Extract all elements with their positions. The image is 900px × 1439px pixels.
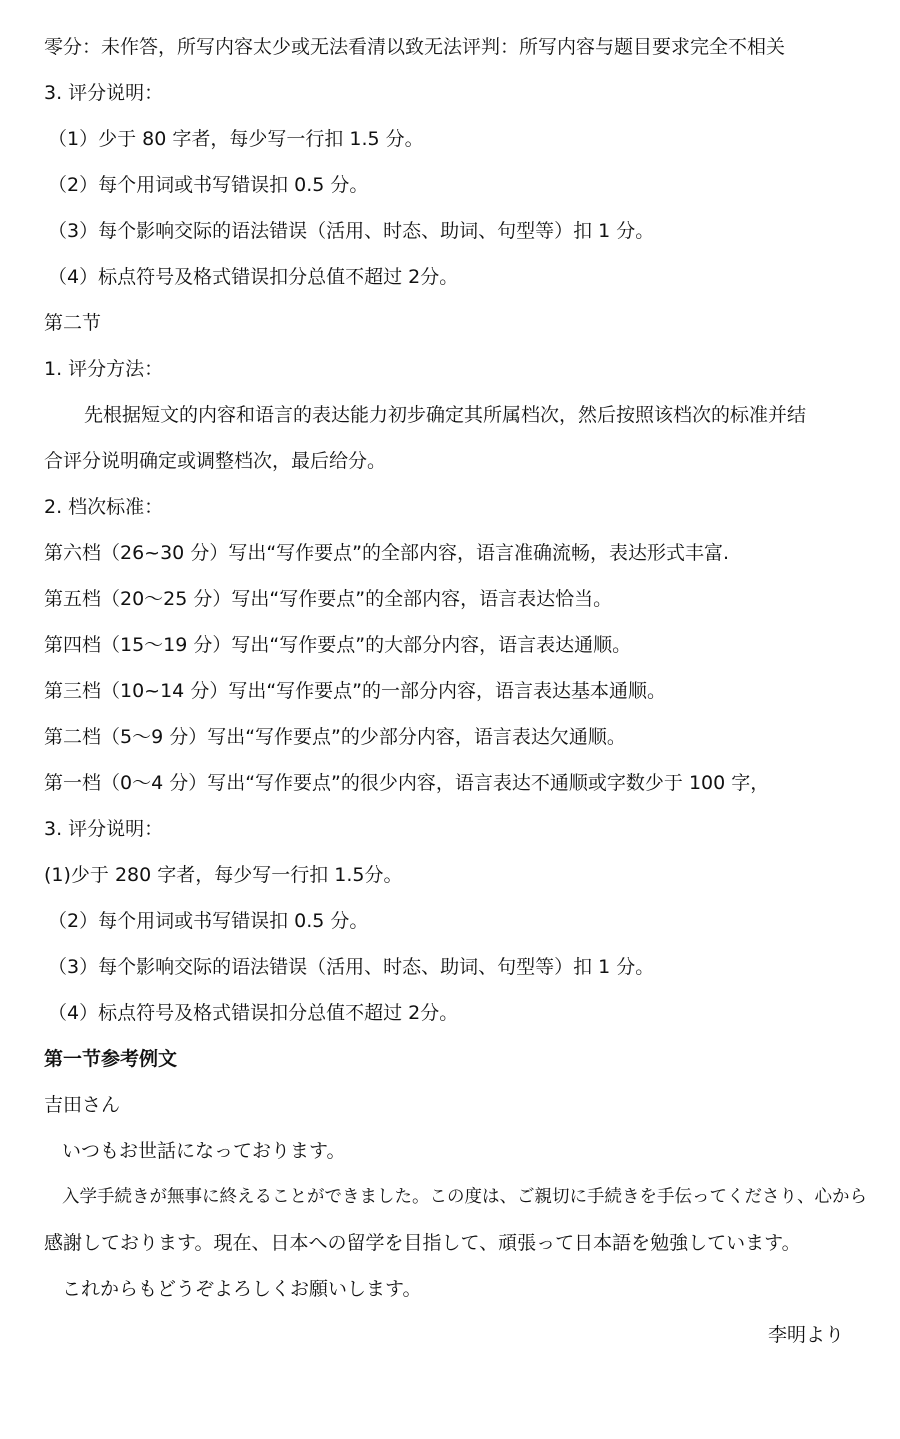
zero-score-criterion: 零分：未作答，所写内容太少或无法看清以致无法评判：所写内容与题目要求完全不相关 (44, 36, 786, 58)
scoring-note-1-4: （4）标点符号及格式错误扣分总值不超过 2分。 (48, 266, 459, 288)
scoring-method-heading: 1. 评分方法： (44, 358, 164, 380)
grade-one: 第一档（0～4 分）写出“写作要点”的很少内容，语言表达不通顺或字数少于 100 字， (44, 772, 770, 794)
grade-five: 第五档（20～25 分）写出“写作要点”的全部内容，语言表达恰当。 (44, 588, 613, 610)
letter-greeting: いつもお世話になっております。 (62, 1140, 346, 1162)
grade-standards-heading: 2. 档次标准： (44, 496, 164, 518)
grade-four: 第四档（15～19 分）写出“写作要点”的大部分内容，语言表达通顺。 (44, 634, 632, 656)
letter-body-line-2: 感謝しております。現在、日本への留学を目指して、頑張って日本語を勉強しています。 (44, 1232, 801, 1254)
grade-six: 第六档（26~30 分）写出“写作要点”的全部内容，语言准确流畅，表达形式丰富. (44, 542, 730, 564)
scoring-note-1-1: （1）少于 80 字者，每少写一行扣 1.5 分。 (48, 128, 424, 150)
grade-two: 第二档（5～9 分）写出“写作要点”的少部分内容，语言表达欠通顺。 (44, 726, 626, 748)
scoring-notes-heading-2: 3. 评分说明： (44, 818, 164, 840)
letter-signature: 李明より (768, 1324, 845, 1346)
scoring-note-2-4: （4）标点符号及格式错误扣分总值不超过 2分。 (48, 1002, 459, 1024)
scoring-note-2-3: （3）每个影响交际的语法错误（活用、时态、助词、句型等）扣 1 分。 (48, 956, 655, 978)
scoring-note-1-2: （2）每个用词或书写错误扣 0.5 分。 (48, 174, 369, 196)
grade-three: 第三档（10~14 分）写出“写作要点”的一部分内容，语言表达基本通顺。 (44, 680, 667, 702)
scoring-note-2-2: （2）每个用词或书写错误扣 0.5 分。 (48, 910, 369, 932)
letter-closing: これからもどうぞよろしくお願いします。 (62, 1278, 422, 1300)
letter-salutation: 吉田さん (44, 1094, 121, 1116)
sample-essay-heading: 第一节参考例文 (44, 1048, 178, 1070)
scoring-method-text-line-1: 先根据短文的内容和语言的表达能力初步确定其所属档次，然后按照该档次的标准并结 (84, 404, 807, 426)
letter-body-line-1: 入学手続きが無事に終えることができました。この度は、ご親切に手続きを手伝ってくださり、心から (62, 1187, 867, 1207)
scoring-method-text-line-2: 合评分说明确定或调整档次，最后给分。 (44, 450, 387, 472)
section-two-heading: 第二节 (44, 312, 102, 334)
scoring-notes-heading-1: 3. 评分说明： (44, 82, 164, 104)
scoring-note-2-1: (1)少于 280 字者，每少写一行扣 1.5分。 (44, 864, 403, 886)
scoring-note-1-3: （3）每个影响交际的语法错误（活用、时态、助词、句型等）扣 1 分。 (48, 220, 655, 242)
